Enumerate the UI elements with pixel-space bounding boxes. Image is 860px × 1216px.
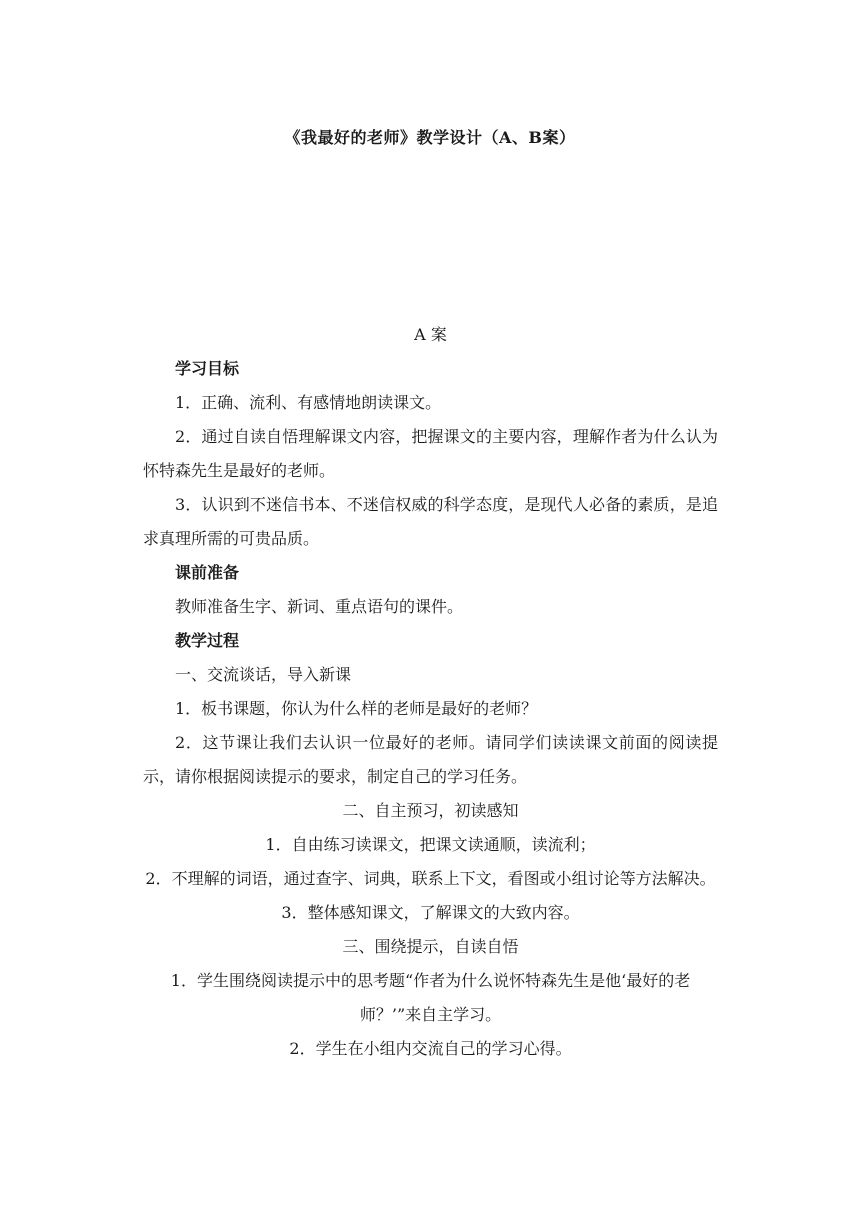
objective-item-3: 3．认识到不迷信书本、不迷信权威的科学态度，是现代人必备的素质，是追求真理所需的可贵品质。 (143, 495, 718, 548)
section-a-heading: A 案 (414, 325, 447, 344)
document-title: 《我最好的老师》教学设计（A、B案） (284, 128, 576, 147)
preparation-text: 教师准备生字、新词、重点语句的课件。 (175, 597, 464, 616)
document-body (143, 318, 718, 1066)
step3-title: 三、围绕提示，自读自悟 (342, 937, 519, 956)
step2-item-1: 1．自由练习读课文，把课文读通顺，读流利； (265, 835, 596, 854)
preparation-heading: 课前准备 (175, 563, 240, 582)
process-heading: 教学过程 (175, 631, 240, 650)
objectives-heading: 学习目标 (175, 359, 240, 378)
objective-item-1: 1．正确、流利、有感情地朗读课文。 (175, 393, 442, 412)
objective-item-2: 2．通过自读自悟理解课文内容，把握课文的主要内容，理解作者为什么认为怀特森先生是最好的老师。 (143, 427, 718, 480)
step1-item-1: 1．板书课题，你认为什么样的老师是最好的老师？ (175, 699, 538, 718)
step1-title: 一、交流谈话，导入新课 (175, 665, 352, 684)
step3-item-2: 2．学生在小组内交流自己的学习心得。 (289, 1039, 572, 1058)
step2-title: 二、自主预习，初读感知 (342, 801, 519, 820)
step2-item-3: 3．整体感知课文，了解课文的大致内容。 (281, 903, 580, 922)
step3-item-1: 1．学生围绕阅读提示中的思考题“作者为什么说怀特森先生是他‘最好的老师？’”来自主学习。 (170, 971, 691, 1024)
step2-item-2: 2．不理解的词语，通过查字、词典，联系上下文，看图或小组讨论等方法解决。 (145, 869, 716, 888)
step1-item-2: 2．这节课让我们去认识一位最好的老师。请同学们读读课文前面的阅读提示，请你根据阅读提示的要求，制定自己的学习任务。 (143, 733, 718, 786)
